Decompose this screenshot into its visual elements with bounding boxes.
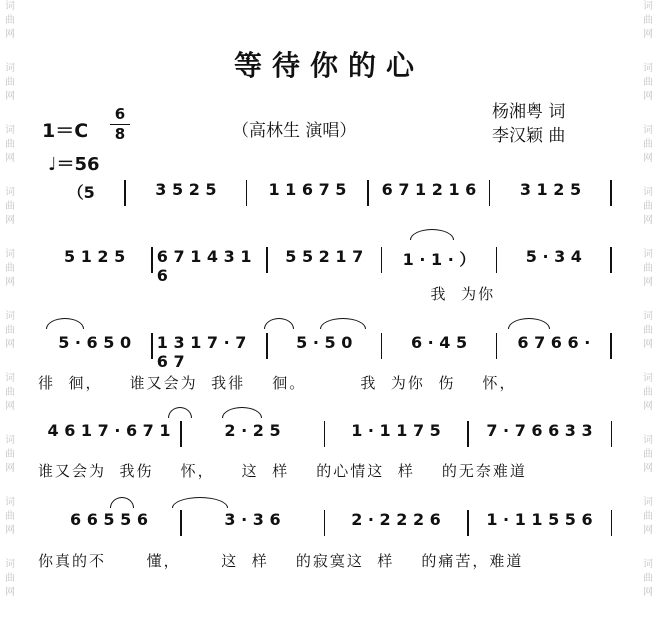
watermark-char: 词 — [5, 249, 15, 260]
watermark-char: 曲 — [643, 201, 653, 212]
watermark-char: 曲 — [5, 387, 15, 398]
watermark-char: 网 — [5, 463, 15, 474]
measure: 5 · 5 0 — [296, 333, 353, 352]
watermark-char: 网 — [5, 401, 15, 412]
watermark-char: 词 — [643, 249, 653, 260]
measure: 5 · 6 5 0 — [58, 333, 132, 352]
watermark-group — [2, 124, 18, 166]
watermark-char: 网 — [5, 215, 15, 226]
watermark-char: 曲 — [5, 263, 15, 274]
tie-slur — [168, 407, 192, 418]
watermark-char: 网 — [643, 525, 653, 536]
measure: 5 5 2 1 7 — [285, 247, 364, 266]
watermark-char: 词 — [643, 311, 653, 322]
watermark-char: 曲 — [643, 15, 653, 26]
watermark-char: 曲 — [643, 387, 653, 398]
watermark-char: 网 — [643, 463, 653, 474]
lyric-line: 我 为你 — [38, 285, 496, 303]
watermark-group — [640, 496, 656, 538]
watermark-group — [2, 186, 18, 228]
measure: 5 · 3 4 — [525, 247, 582, 266]
lyric-line: 你真的不 懂， 这 样 的寂寞这 样 的痛苦，难道 — [38, 552, 524, 570]
bar-line — [610, 333, 612, 359]
watermark-group — [2, 0, 18, 42]
watermark-char: 曲 — [643, 573, 653, 584]
tie-slur — [264, 318, 294, 329]
watermark-char: 曲 — [5, 201, 15, 212]
watermark-char: 词 — [643, 497, 653, 508]
watermark-left — [2, 0, 18, 620]
watermark-char: 曲 — [643, 139, 653, 150]
watermark-char: 词 — [643, 435, 653, 446]
watermark-char: 词 — [5, 497, 15, 508]
lyricist-credit: 杨湘粤 词 — [492, 102, 566, 122]
tie-slur — [172, 497, 228, 508]
watermark-group — [2, 372, 18, 414]
watermark-char: 网 — [643, 277, 653, 288]
measure: 1 · 1 · ） — [402, 250, 476, 269]
watermark-char: 词 — [5, 63, 15, 74]
measure: 1 3 1 7 · 7 6 7 — [156, 333, 247, 371]
watermark-char: 曲 — [5, 511, 15, 522]
key-signature: 1＝C — [42, 120, 89, 142]
singer-credit: （高林生 演唱） — [232, 121, 357, 141]
watermark-char: 词 — [5, 187, 15, 198]
watermark-char: 曲 — [643, 77, 653, 88]
measure: （5 — [67, 183, 95, 202]
watermark-right — [640, 0, 656, 620]
composer-credit: 李汉颖 曲 — [492, 126, 566, 146]
watermark-group — [640, 0, 656, 42]
lyric-line: 谁又会为 我伤 怀， 这 样 的心情这 样 的无奈难道 — [38, 462, 527, 480]
watermark-group — [2, 434, 18, 476]
measure: 4 6 1 7 · 6 7 1 — [47, 421, 171, 440]
watermark-char: 曲 — [643, 325, 653, 336]
watermark-char: 网 — [643, 587, 653, 598]
watermark-char: 词 — [5, 1, 15, 12]
measure: 1 · 1 1 7 5 — [351, 421, 441, 440]
watermark-char: 曲 — [5, 15, 15, 26]
watermark-group — [640, 434, 656, 476]
notation-line — [38, 510, 612, 536]
tie-slur — [508, 318, 550, 329]
meter-bottom: 8 — [114, 125, 126, 143]
watermark-group — [2, 248, 18, 290]
measure: 1 · 1 1 5 5 6 — [486, 510, 593, 529]
watermark-char: 词 — [643, 63, 653, 74]
watermark-char: 曲 — [5, 573, 15, 584]
notation-line — [38, 247, 612, 285]
measure: 2 · 2 2 2 6 — [351, 510, 441, 529]
watermark-char: 网 — [643, 339, 653, 350]
watermark-char: 词 — [643, 1, 653, 12]
notation-line — [38, 180, 612, 206]
watermark-group — [2, 496, 18, 538]
watermark-char: 网 — [643, 91, 653, 102]
watermark-char: 词 — [5, 125, 15, 136]
watermark-char: 曲 — [5, 77, 15, 88]
watermark-char: 网 — [643, 29, 653, 40]
watermark-char: 词 — [5, 559, 15, 570]
measure: 6 7 1 4 3 1 6 — [156, 247, 252, 285]
watermark-char: 词 — [5, 435, 15, 446]
watermark-char: 曲 — [5, 139, 15, 150]
watermark-char: 词 — [643, 125, 653, 136]
watermark-char: 网 — [5, 153, 15, 164]
bar-line — [610, 247, 612, 273]
watermark-group — [640, 186, 656, 228]
measure: 5 1 2 5 — [64, 247, 126, 266]
watermark-group — [640, 248, 656, 290]
watermark-group — [640, 372, 656, 414]
watermark-char: 曲 — [5, 325, 15, 336]
watermark-char: 词 — [5, 311, 15, 322]
watermark-char: 网 — [5, 587, 15, 598]
measure: 6 6 5 5 6 — [70, 510, 148, 529]
watermark-char: 词 — [5, 373, 15, 384]
watermark-char: 词 — [643, 187, 653, 198]
watermark-group — [640, 558, 656, 600]
watermark-group — [640, 124, 656, 166]
tie-slur — [46, 318, 84, 329]
watermark-char: 网 — [5, 29, 15, 40]
measure: 7 · 7 6 6 3 3 — [486, 421, 593, 440]
measure: 3 5 2 5 — [155, 180, 217, 199]
lyric-line: 徘 徊， 谁又会为 我徘 徊。 我 为你 伤 怀， — [38, 374, 517, 392]
tie-slur — [410, 229, 454, 240]
watermark-char: 网 — [5, 525, 15, 536]
song-title: 等待你的心 — [233, 49, 424, 82]
tie-slur — [110, 497, 134, 508]
measure: 2 · 2 5 — [224, 421, 281, 440]
watermark-char: 网 — [5, 91, 15, 102]
watermark-char: 曲 — [5, 449, 15, 460]
watermark-char: 词 — [643, 373, 653, 384]
watermark-group — [640, 310, 656, 352]
meter-top: 6 — [114, 105, 126, 123]
measure: 3 · 3 6 — [224, 510, 281, 529]
watermark-char: 词 — [643, 559, 653, 570]
measure: 6 · 4 5 — [410, 333, 468, 352]
bar-line — [611, 421, 613, 447]
watermark-group — [2, 310, 18, 352]
tempo-marking: ♩＝56 — [48, 154, 100, 175]
notation-line — [38, 333, 612, 371]
author-credits — [492, 100, 565, 148]
watermark-char: 网 — [5, 277, 15, 288]
tie-slur — [222, 407, 262, 418]
watermark-char: 曲 — [643, 449, 653, 460]
tie-slur — [320, 318, 366, 329]
measure: 1 1 6 7 5 — [268, 180, 347, 199]
watermark-char: 网 — [643, 153, 653, 164]
watermark-group — [2, 558, 18, 600]
watermark-char: 网 — [643, 401, 653, 412]
time-signature — [110, 106, 130, 143]
bar-line — [611, 510, 613, 536]
measure: 6 7 6 6 · — [517, 333, 591, 352]
bar-line — [610, 180, 612, 206]
watermark-char: 网 — [643, 215, 653, 226]
measure: 6 7 1 2 1 6 — [381, 180, 477, 199]
watermark-char: 网 — [5, 339, 15, 350]
notation-line — [38, 421, 612, 447]
measure: 3 1 2 5 — [519, 180, 582, 199]
watermark-char: 曲 — [643, 511, 653, 522]
watermark-char: 曲 — [643, 263, 653, 274]
